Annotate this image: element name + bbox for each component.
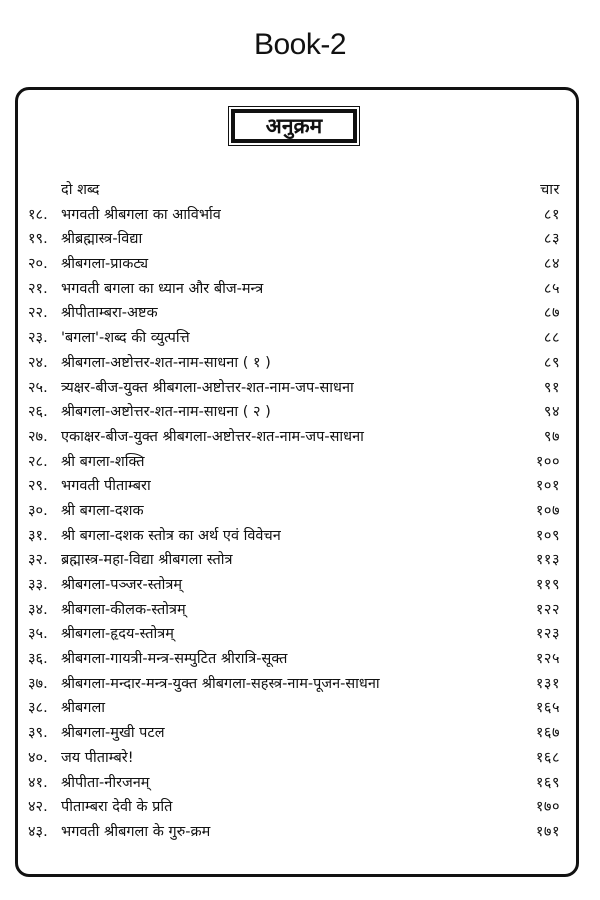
toc-entry-number: ४१. <box>28 774 48 791</box>
toc-entry-number: ३१. <box>28 527 48 544</box>
toc-entry-page: १६९ <box>535 774 560 791</box>
toc-entry-title: श्रीबगला-अष्टोत्तर-शत-नाम-साधना ( १ ) <box>61 354 271 371</box>
toc-entry-number: २५. <box>28 379 48 396</box>
toc-entry-page: १२३ <box>535 626 560 643</box>
toc-entry-title: भगवती श्रीबगला के गुरु-क्रम <box>61 823 211 840</box>
toc-entry-number: ३६. <box>28 651 48 668</box>
toc-entry-title: श्रीबगला-मुखी पटल <box>61 725 165 742</box>
toc-entry-page: १६५ <box>535 700 560 717</box>
toc-entry-page: १३१ <box>535 675 560 692</box>
toc-entry-title: पीताम्बरा देवी के प्रति <box>61 799 173 816</box>
toc-entry-number: १८. <box>28 206 48 223</box>
toc-entry-title: श्रीबगला-गायत्री-मन्त्र-सम्पुटित श्रीरात्रि-सूक्त <box>61 651 288 668</box>
toc-entry-number: ३४. <box>28 601 48 618</box>
toc-entry-page: चार <box>540 182 560 198</box>
toc-entry-title: श्रीबगला-प्राकट्य <box>61 256 149 273</box>
toc-entry <box>28 573 574 598</box>
toc-entry <box>28 696 574 721</box>
toc-entry-number: ४२. <box>28 799 48 816</box>
toc-entry <box>28 203 574 228</box>
toc-entry-number: ४०. <box>28 749 48 766</box>
table-of-contents <box>28 178 574 845</box>
toc-entry <box>28 252 574 277</box>
toc-entry-number: २९. <box>28 478 48 495</box>
toc-entry-page: ९७ <box>543 428 560 445</box>
toc-entry-page: ८८ <box>543 330 560 347</box>
toc-entry-title: श्रीब्रह्मास्त्र-विद्या <box>61 231 143 248</box>
toc-entry-number: २२. <box>28 305 48 322</box>
toc-entry-title: श्री बगला-दशक <box>61 502 144 519</box>
toc-entry <box>28 548 574 573</box>
toc-entry-page: ८९ <box>543 354 560 371</box>
toc-entry <box>28 771 574 796</box>
toc-entry-number: २१. <box>28 280 48 297</box>
toc-entry-title: भगवती बगला का ध्यान और बीज-मन्त्र <box>61 280 264 297</box>
toc-entry-number: ३८. <box>28 700 48 717</box>
toc-entry-page: १६७ <box>535 725 560 742</box>
heading-box <box>228 106 360 146</box>
toc-entry-page: ८१ <box>543 206 560 223</box>
toc-entry <box>28 524 574 549</box>
toc-entry-number: ३३. <box>28 577 48 593</box>
toc-entry-page: १०९ <box>535 527 560 544</box>
toc-entry-title: 'बगला'-शब्द की व्युत्पत्ति <box>61 330 190 347</box>
toc-entry <box>28 746 574 771</box>
toc-entry <box>28 351 574 376</box>
toc-entry-title: जय पीताम्बरे! <box>61 749 134 766</box>
toc-entry-title: श्रीबगला-मन्दार-मन्त्र-युक्त श्रीबगला-सहस्त्र-नाम-पूजन-साधना <box>61 675 380 692</box>
toc-entry-page: १०१ <box>535 478 560 495</box>
toc-entry-page: ८४ <box>543 256 560 273</box>
toc-entry-page: ८३ <box>543 231 560 248</box>
toc-entry-number: २३. <box>28 330 48 347</box>
toc-entry-page: ८७ <box>543 305 560 322</box>
toc-entry-title: एकाक्षर-बीज-युक्त श्रीबगला-अष्टोत्तर-शत-नाम-जप-साधना <box>61 428 364 445</box>
toc-entry-title: श्रीपीता-नीरजनम् <box>61 774 150 791</box>
toc-entry-title: दो शब्द <box>61 182 100 198</box>
toc-entry <box>28 499 574 524</box>
toc-entry-page: १०७ <box>535 502 560 519</box>
toc-entry <box>28 450 574 475</box>
toc-entry-number: ३२. <box>28 552 48 569</box>
toc-entry-page: ११३ <box>535 552 560 569</box>
toc-entry-number: २०. <box>28 256 48 273</box>
toc-entry-title: श्रीबगला-पञ्जर-स्तोत्रम् <box>61 577 183 593</box>
toc-entry-page: १६८ <box>535 749 560 766</box>
toc-entry-number: २६. <box>28 404 48 421</box>
toc-entry-title: श्री बगला-दशक स्तोत्र का अर्थ एवं विवेचन <box>61 527 281 544</box>
toc-entry <box>28 647 574 672</box>
toc-entry <box>28 721 574 746</box>
toc-entry-number: ३०. <box>28 502 48 519</box>
toc-entry <box>28 326 574 351</box>
toc-entry <box>28 178 574 203</box>
toc-entry-title: श्रीबगला <box>61 700 106 717</box>
toc-entry-page: १२५ <box>535 651 560 668</box>
toc-entry <box>28 795 574 820</box>
toc-entry-title: ब्रह्मास्त्र-महा-विद्या श्रीबगला स्तोत्र <box>61 552 233 569</box>
toc-entry-number: ४३. <box>28 823 48 840</box>
toc-entry-page: १२२ <box>535 601 560 618</box>
toc-entry-title: श्री बगला-शक्ति <box>61 453 145 470</box>
toc-entry-title: भगवती श्रीबगला का आविर्भाव <box>61 206 221 223</box>
toc-entry-title: त्र्यक्षर-बीज-युक्त श्रीबगला-अष्टोत्तर-शत-नाम-जप-साधना <box>61 379 354 396</box>
book-label: Book-2 <box>253 28 347 61</box>
toc-entry <box>28 376 574 401</box>
toc-entry-number: ३५. <box>28 626 48 643</box>
toc-entry-number: २८. <box>28 453 48 470</box>
toc-entry-number: २४. <box>28 354 48 371</box>
toc-entry <box>28 277 574 302</box>
toc-entry-title: श्रीबगला-अष्टोत्तर-शत-नाम-साधना ( २ ) <box>61 404 271 421</box>
toc-entry <box>28 598 574 623</box>
toc-entry <box>28 820 574 845</box>
toc-entry-number: १९. <box>28 231 48 248</box>
toc-entry-page: ९४ <box>543 404 560 421</box>
toc-entry-number: २७. <box>28 428 48 445</box>
toc-entry <box>28 622 574 647</box>
toc-entry-page: ११९ <box>535 577 560 593</box>
toc-entry <box>28 672 574 697</box>
toc-entry-number: ३९. <box>28 725 48 742</box>
toc-entry <box>28 301 574 326</box>
toc-entry-page: १७० <box>535 799 560 816</box>
toc-entry-title: श्रीबगला-कीलक-स्तोत्रम् <box>61 601 186 618</box>
toc-entry-page: ९१ <box>543 379 560 396</box>
toc-entry <box>28 474 574 499</box>
toc-entry-title: भगवती पीताम्बरा <box>61 478 151 495</box>
toc-entry-page: १०० <box>535 453 560 470</box>
toc-entry-page: ८५ <box>543 280 560 297</box>
toc-entry <box>28 425 574 450</box>
toc-entry-title: श्रीबगला-हृदय-स्तोत्रम् <box>61 626 174 643</box>
toc-entry-page: १७१ <box>535 823 560 840</box>
toc-entry-number: ३७. <box>28 675 48 692</box>
toc-entry <box>28 227 574 252</box>
contents-heading: अनुक्रम <box>231 109 357 143</box>
toc-entry <box>28 400 574 425</box>
toc-entry-title: श्रीपीताम्बरा-अष्टक <box>61 305 158 322</box>
